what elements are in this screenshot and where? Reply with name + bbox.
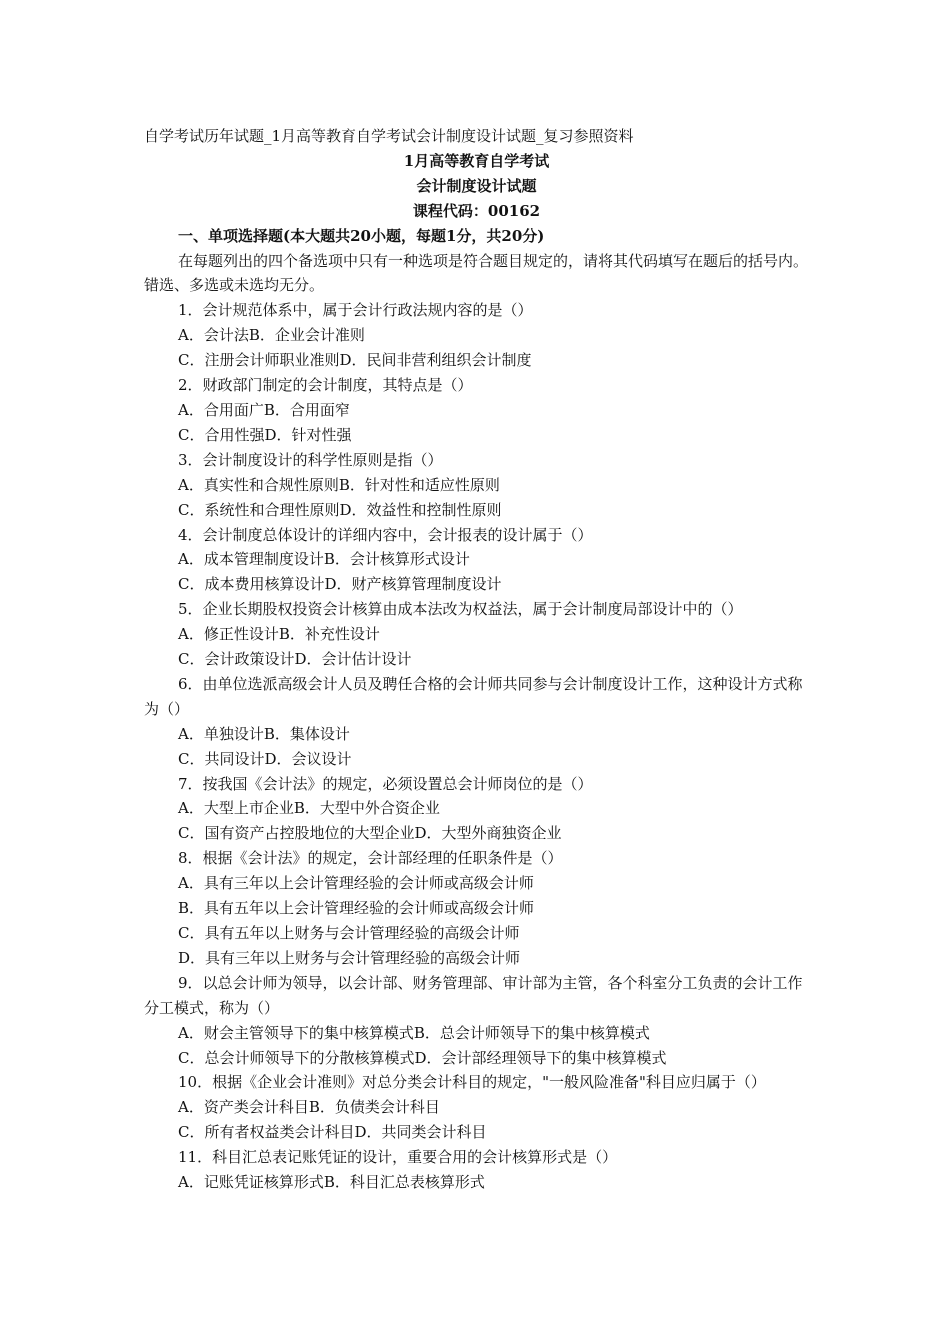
question-stem: 10．根据《企业会计准则》对总分类会计科目的规定，"一般风险准备"科目应归属于（） (178, 1073, 766, 1092)
question-option: C．具有五年以上财务与会计管理经验的高级会计师 (178, 924, 520, 942)
question-stem: 6．由单位选派高级会计人员及聘任合格的会计师共同参与会计制度设计工作，这种设计方式称为（） (144, 674, 803, 718)
question-option: C．所有者权益类会计科目D．共同类会计科目 (178, 1123, 487, 1142)
source-line: 自学考试历年试题_1月高等教育自学考试会计制度设计试题_复习参照资料 (144, 127, 634, 145)
question-option: C．合用性强D．针对性强 (178, 425, 352, 444)
question-option: C．注册会计师职业准则D．民间非营利组织会计制度 (178, 351, 532, 370)
question-option: C．总会计师领导下的分散核算模式D．会计部经理领导下的集中核算模式 (178, 1048, 667, 1067)
question-list (144, 298, 809, 1195)
question-option: A．成本管理制度设计B．会计核算形式设计 (178, 550, 470, 569)
document-body (144, 124, 809, 1195)
question-option: A．大型上市企业B．大型中外合资企业 (178, 799, 440, 818)
question-option: C．共同设计D．会议设计 (178, 749, 352, 768)
question-stem: 9．以总会计师为领导，以会计部、财务管理部、审计部为主管，各个科室分工负责的会计工作分工模式，称为（） (144, 973, 803, 1017)
question-stem: 11．科目汇总表记账凭证的设计，重要合用的会计核算形式是（） (178, 1148, 618, 1167)
question-stem: 1．会计规范体系中，属于会计行政法规内容的是（） (178, 301, 533, 320)
exam-title: 1月高等教育自学考试 (403, 151, 550, 170)
question-option: A．真实性和合规性原则B．针对性和适应性原则 (178, 475, 500, 494)
question-option: A．资产类会计科目B．负债类会计科目 (178, 1098, 440, 1117)
question-option: C．系统性和合理性原则D．效益性和控制性原则 (178, 500, 502, 519)
instructions: 在每题列出的四个备选项中只有一种选项是符合题目规定的，请将其代码填写在题后的括号内。错选、多选或未选均无分。 (144, 251, 809, 295)
question-option: A．合用面广B．合用面窄 (178, 400, 350, 419)
question-stem: 3．会计制度设计的科学性原则是指（） (178, 450, 443, 469)
question-stem: 7．按我国《会计法》的规定，必须设置总会计师岗位的是（） (178, 774, 593, 793)
question-option: B．具有五年以上会计管理经验的会计师或高级会计师 (178, 899, 535, 918)
question-option: A．会计法B．企业会计准则 (178, 326, 365, 345)
question-stem: 4．会计制度总体设计的详细内容中，会计报表的设计属于（） (178, 525, 593, 544)
question-option: C．成本费用核算设计D．财产核算管理制度设计 (178, 575, 502, 594)
question-option: D．具有三年以上财务与会计管理经验的高级会计师 (178, 948, 521, 967)
question-stem: 5．企业长期股权投资会计核算由成本法改为权益法，属于会计制度局部设计中的（） (178, 600, 743, 619)
question-option: A．记账凭证核算形式B．科目汇总表核算形式 (178, 1173, 485, 1192)
question-option: A．具有三年以上会计管理经验的会计师或高级会计师 (178, 874, 534, 893)
section-heading: 一、单项选择题(本大题共20小题，每题1分，共20分) (178, 226, 545, 245)
question-stem: 8．根据《会计法》的规定，会计部经理的任职条件是（） (178, 849, 563, 868)
subject-title: 会计制度设计试题 (416, 176, 537, 195)
question-option: C．会计政策设计D．会计估计设计 (178, 650, 412, 669)
question-option: A．单独设计B．集体设计 (178, 724, 350, 743)
question-option: A．财会主管领导下的集中核算模式B．总会计师领导下的集中核算模式 (178, 1023, 650, 1042)
question-option: C．国有资产占控股地位的大型企业D．大型外商独资企业 (178, 824, 562, 843)
course-code: 课程代码：00162 (412, 201, 541, 220)
question-stem: 2．财政部门制定的会计制度，其特点是（） (178, 376, 473, 395)
question-option: A．修正性设计B．补充性设计 (178, 625, 380, 644)
